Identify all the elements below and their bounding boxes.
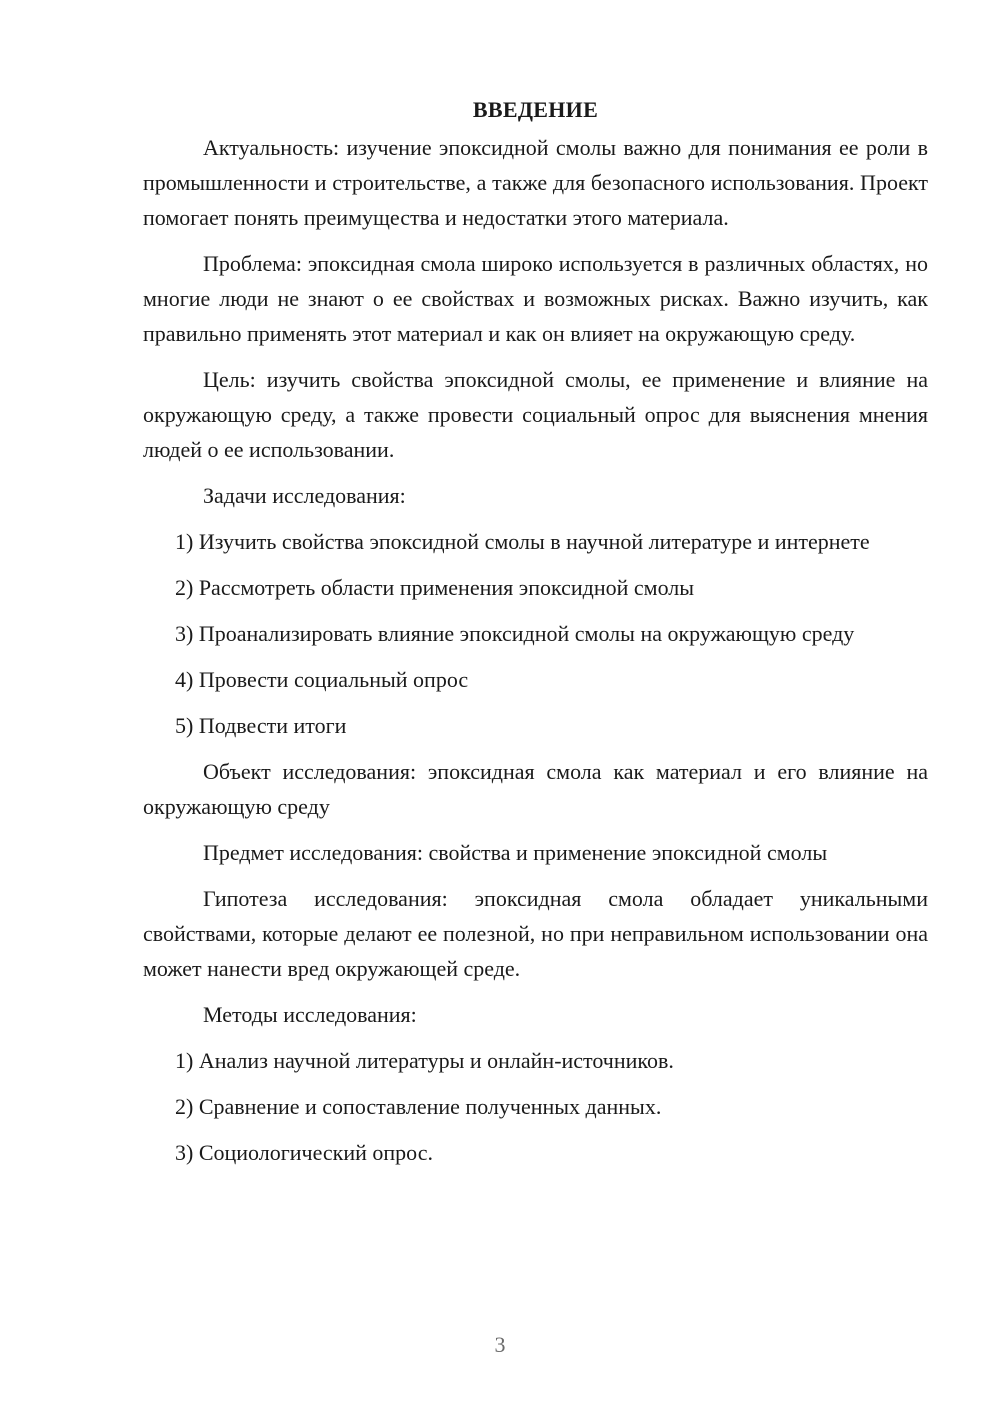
paragraph-methods-heading: Методы исследования: — [203, 1002, 417, 1027]
paragraph-subject: Предмет исследования: свойства и применение эпоксидной смолы — [203, 840, 828, 865]
paragraph-hypothesis: Гипотеза исследования: эпоксидная смола обладает уникальными свойствами, которые делают ее полезной, но при неправильном использовании она может нанести вред окружающей среде. — [143, 886, 928, 981]
task-item: 4) Провести социальный опрос — [175, 667, 469, 692]
task-item: 1) Изучить свойства эпоксидной смолы в научной литературе и интернете — [175, 529, 870, 554]
task-item: 3) Проанализировать влияние эпоксидной смолы на окружающую среду — [175, 621, 855, 646]
section-title: ВВЕДЕНИЕ — [472, 97, 599, 122]
paragraph-tasks-heading: Задачи исследования: — [203, 483, 406, 508]
method-item: 2) Сравнение и сопоставление полученных данных. — [175, 1094, 662, 1119]
method-item: 3) Социологический опрос. — [175, 1140, 433, 1165]
paragraph-problem: Проблема: эпоксидная смола широко используется в различных областях, но многие люди не знают о ее свойствах и возможных рисках. Важно изучить, как правильно применять этот материал и как он влияет на окружающую среду. — [143, 251, 928, 346]
task-item: 5) Подвести итоги — [175, 713, 347, 738]
task-item: 2) Рассмотреть области применения эпоксидной смолы — [175, 575, 695, 600]
paragraph-object: Объект исследования: эпоксидная смола как материал и его влияние на окружающую среду — [143, 759, 928, 819]
document-page — [143, 92, 928, 1181]
paragraph-goal: Цель: изучить свойства эпоксидной смолы, ее применение и влияние на окружающую среду, а также провести социальный опрос для выяснения мнения людей о ее использовании. — [143, 367, 928, 462]
paragraph-relevance: Актуальность: изучение эпоксидной смолы важно для понимания ее роли в промышленности и строительстве, а также для безопасного использования. Проект помогает понять преимущества и недостатки этого материала. — [143, 135, 928, 230]
page-number: 3 — [494, 1332, 506, 1357]
method-item: 1) Анализ научной литературы и онлайн-источников. — [175, 1048, 674, 1073]
